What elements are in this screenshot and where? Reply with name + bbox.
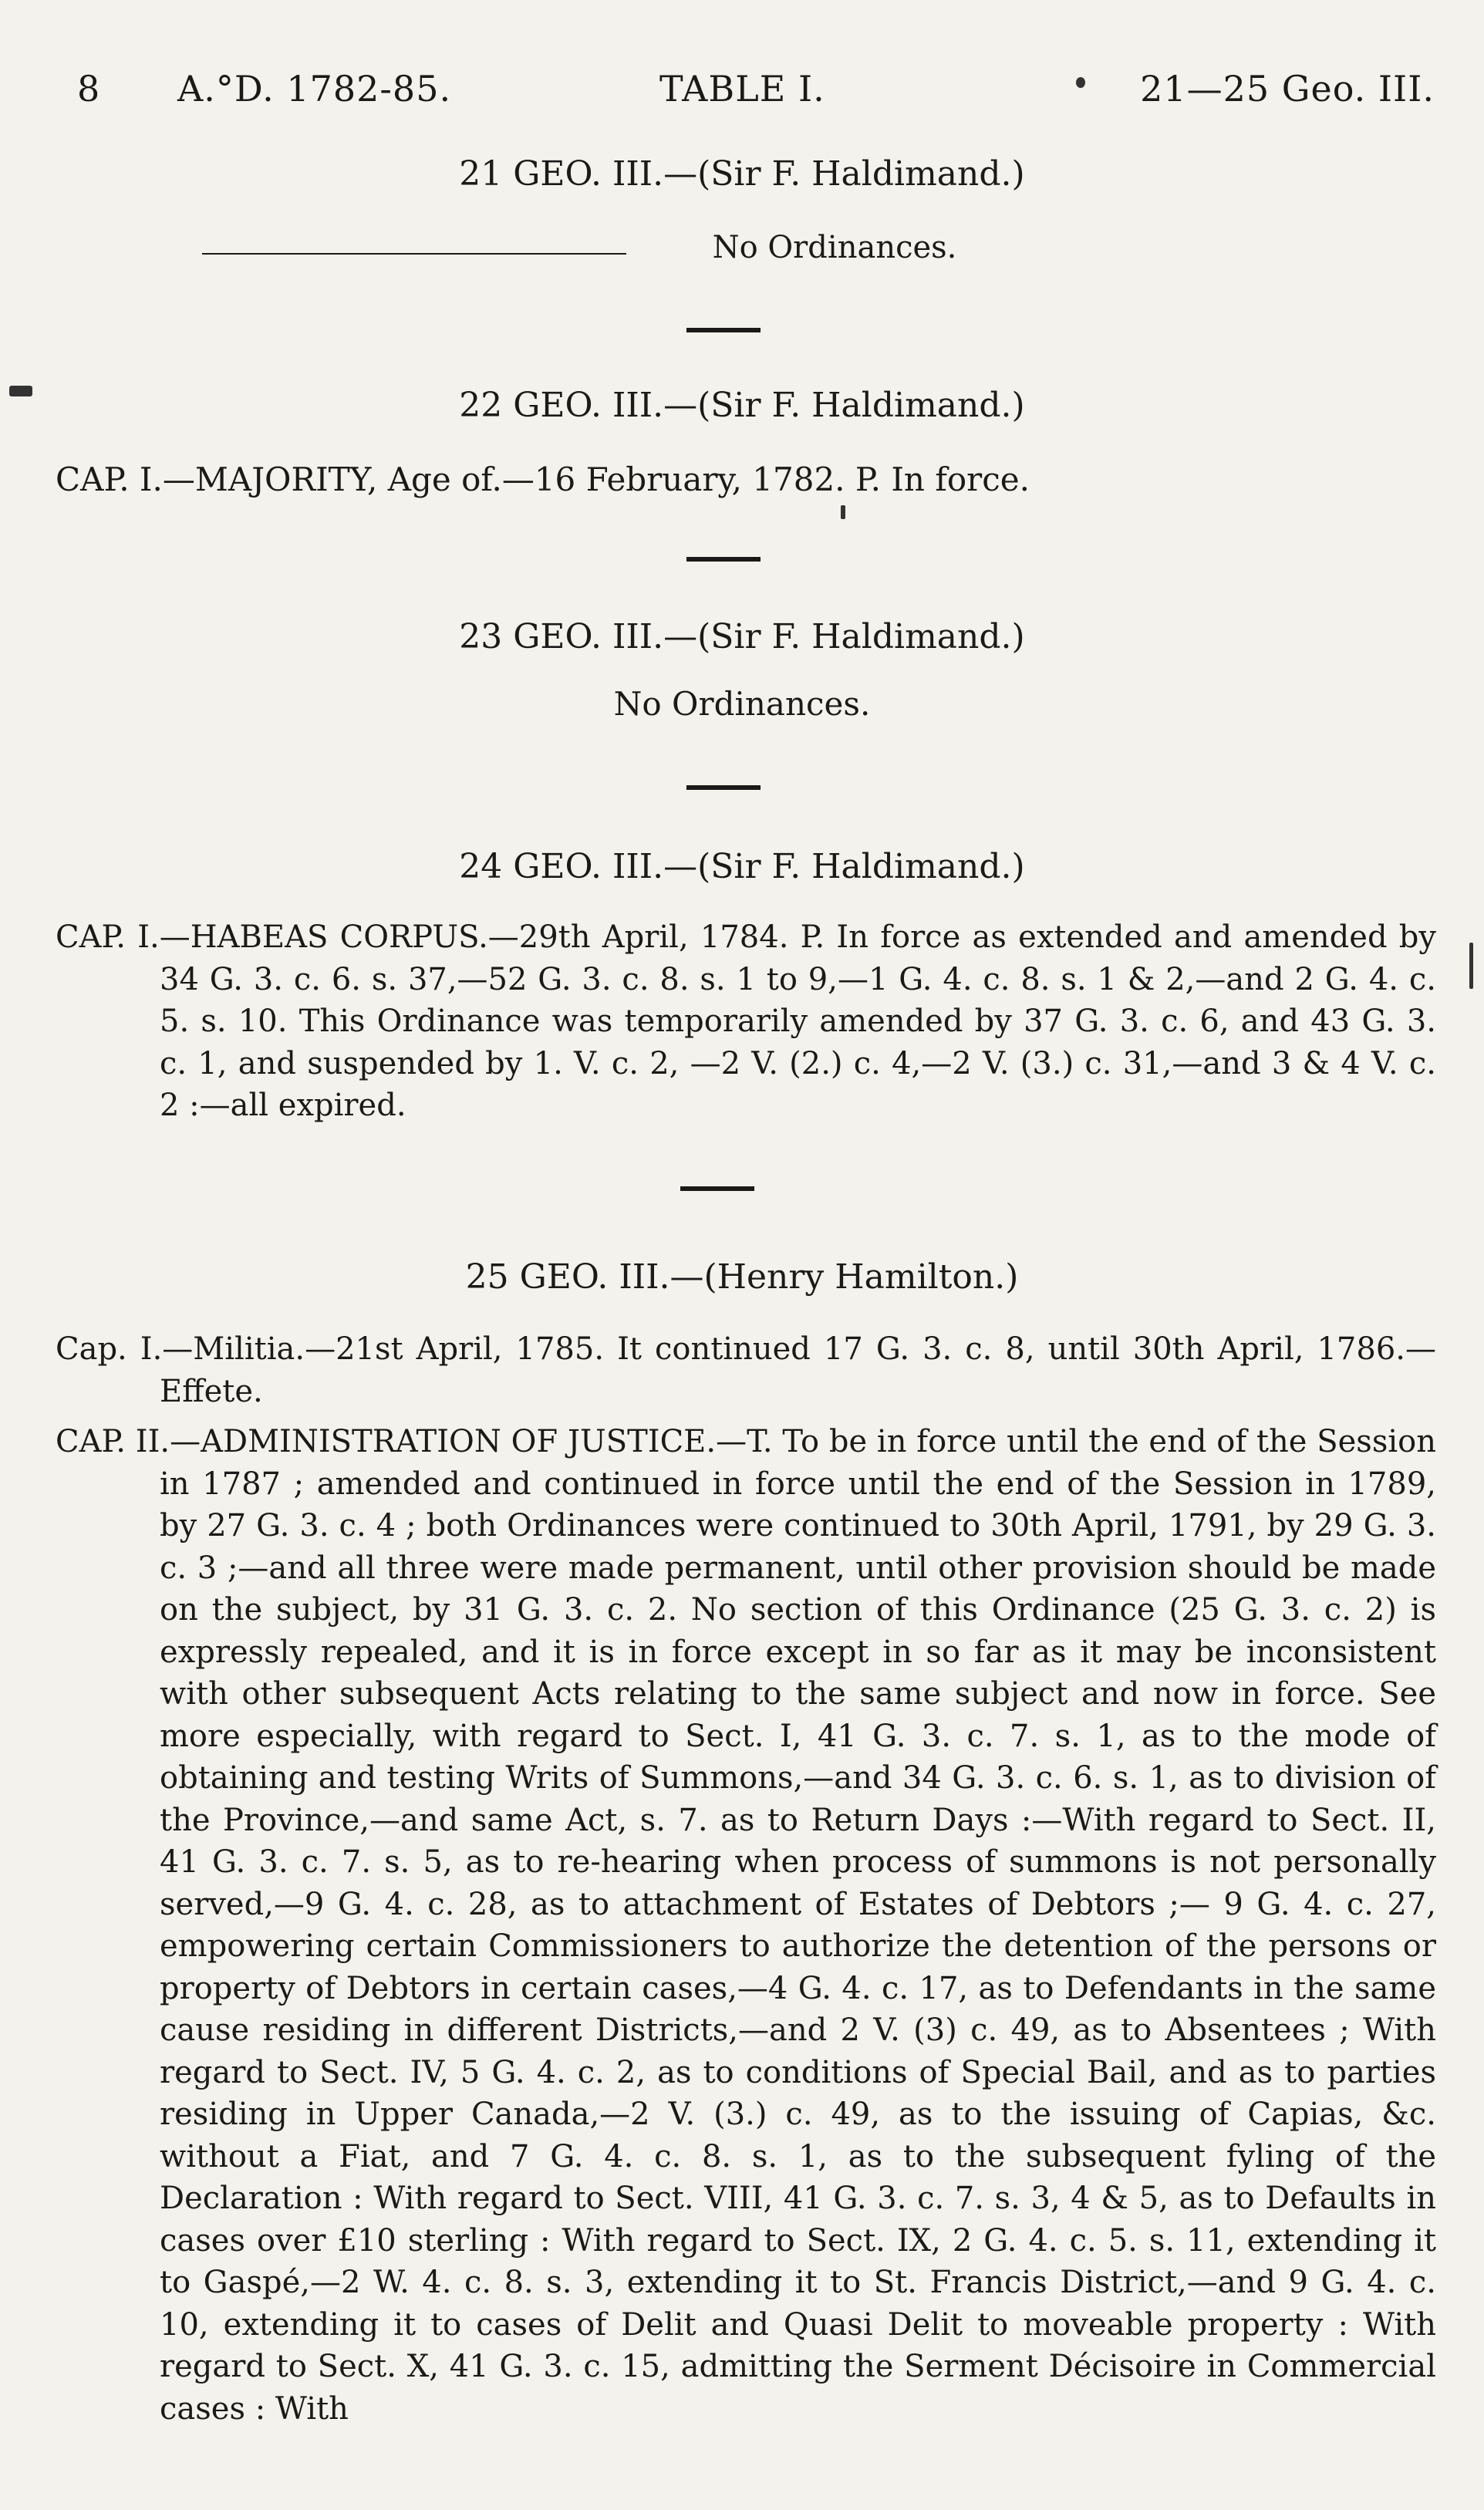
- running-header: [77, 68, 1435, 130]
- section-title-25-geo-iii: 25 GEO. III.—(Henry Hamilton.): [465, 1257, 1019, 1297]
- section-title-24-geo-iii: 24 GEO. III.—(Sir F. Haldimand.): [459, 847, 1025, 886]
- cap-militia-entry: Cap. I.—Militia.—21st April, 1785. It continued 17 G. 3. c. 8, until 30th April, 1786.—Effete.: [56, 1331, 1436, 1409]
- header-years: A.°D. 1782-85.: [177, 68, 452, 110]
- cap-majority-entry: CAP. I.—MAJORITY, Age of.—16 February, 1782. P. In force.: [56, 461, 1030, 498]
- section-title-21-geo-iii: 21 GEO. III.—(Sir F. Haldimand.): [459, 154, 1025, 194]
- cap-habeas-corpus-entry: CAP. I.—HABEAS CORPUS.—29th April, 1784. P. In force as extended and amended by 34 G. 3. c. 6. s. 37,—52 G. 3. c. 8. s. 1 to 9,—1 G. 4. c. 8. s. 1 & 2,—and 2 G. 4. c. 5. s. 10. This Ordinance was temporarily amended by 37 G. 3. c. 6, and 43 G. 3. c. 1, and suspended by 1. V. c. 2, —2 V. (2.) c. 4,—2 V. (3.) c. 31,—and 3 & 4 V. c. 2 :—all expired.: [56, 919, 1436, 1123]
- scan-speck: [1469, 943, 1473, 989]
- section-title-22-geo-iii: 22 GEO. III.—(Sir F. Haldimand.): [459, 386, 1025, 425]
- section-divider: [680, 1186, 754, 1191]
- page-number: 8: [77, 68, 101, 110]
- section-divider: [686, 328, 761, 332]
- scan-speck: [841, 505, 845, 519]
- cap-administration-of-justice-entry: CAP. II.—ADMINISTRATION OF JUSTICE.—T. To be in force until the end of the Session in 1787 ; amended and continued in force until the end of the Session in 1789, by 27 G. 3. c. 4 ; both Ordinances were continued to 30th April, 1791, by 29 G. 3. c. 3 ;—and all three were made permanent, until other provision should be made on the subject, by 31 G. 3. c. 2. No section of this Ordinance (25 G. 3. c. 2) is expressly repealed, and it is in force except in so far as it may be inconsistent with other subsequent Acts relating to the same subject and now in force. See more especially, with regard to Sect. I, 41 G. 3. c. 7. s. 1, as to the mode of obtaining and testing Writs of Summons,—and 34 G. 3. c. 6. s. 1, as to division of the Province,—and same Act, s. 7. as to Return Days :—With regard to Sect. II, 41 G. 3. c. 7. s. 5, as to re-hearing when process of summons is not personally served,—9 G. 4. c. 28, as to attachment of Estates of Debtors ;— 9 G. 4. c. 27, empowering certain Commissioners to authorize the detention of the persons or property of Debtors in certain cases,—4 G. 4. c. 17, as to Defendants in the same cause residing in different Districts,—and 2 V. (3) c. 49, as to Absentees ; With regard to Sect. IV, 5 G. 4. c. 2, as to conditions of Special Bail, and as to parties residing in Upper Canada,—2 V. (3.) c. 49, as to the issuing of Capias, &c. without a Fiat, and 7 G. 4. c. 8. s. 1, as to the subsequent fyling of the Declaration : With regard to Sect. VIII, 41 G. 3. c. 7. s. 3, 4 & 5, as to Defaults in cases over £10 sterling : With regard to Sect. IX, 2 G. 4. c. 5. s. 11, extending it to Gaspé,—2 W. 4. c. 8. s. 3, extending it to St. Francis District,—and 9 G. 4. c. 10, extending it to cases of Delit and Quasi Delit to moveable property : With regard to Sect. X, 41 G. 3. c. 15, admitting the Serment Décisoire in Commercial cases : With: [56, 1424, 1436, 2427]
- section-divider: [686, 557, 761, 562]
- scan-speck: [9, 386, 32, 396]
- no-ordinances-note: No Ordinances.: [712, 230, 957, 265]
- no-ordinances-note: No Ordinances.: [613, 685, 871, 723]
- section-title-23-geo-iii: 23 GEO. III.—(Sir F. Haldimand.): [459, 617, 1025, 656]
- section-divider: [686, 785, 761, 790]
- scan-speck: [1076, 77, 1085, 88]
- header-table-title: TABLE I.: [659, 68, 825, 110]
- header-reign-range: 21—25 Geo. III.: [1140, 68, 1435, 110]
